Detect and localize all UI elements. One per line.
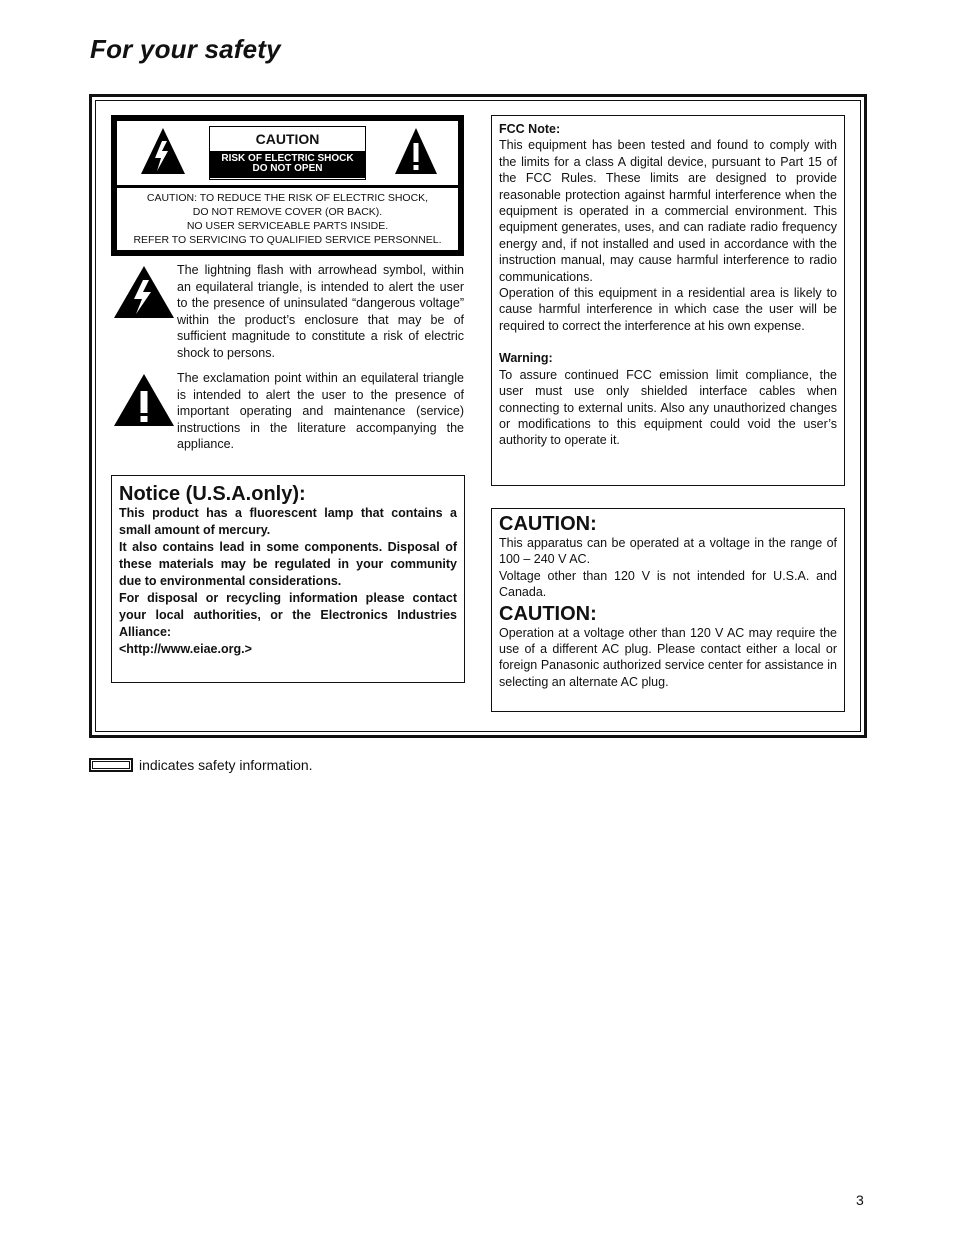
notice-title: Notice (U.S.A.only): (119, 483, 306, 505)
legend-text: indicates safety information. (139, 757, 313, 773)
caution-label-text (117, 188, 458, 250)
caution-label-line: REFER TO SERVICING TO QUALIFIED SERVICE PERSONNEL. (133, 234, 442, 246)
caution-label-center (209, 126, 366, 180)
caution-paragraph: This apparatus can be operated at a voltage in the range of 100 – 240 V AC. (499, 536, 837, 567)
notice-paragraph: It also contains lead in some components. Disposal of these materials may be regulated in your community due to environmental considerations. (119, 540, 457, 588)
fcc-paragraph: Operation of this equipment in a residential area is likely to cause harmful interference in which case the user will be required to correct the interference at his own expense. (499, 286, 837, 333)
safety-frame-legend-icon (89, 758, 133, 772)
caution-label-line: NO USER SERVICEABLE PARTS INSIDE. (186, 220, 389, 232)
exclamation-symbol-description (177, 370, 464, 453)
lightning-bolt-triangle-icon (113, 265, 175, 319)
fcc-paragraph: To assure continued FCC emission limit compliance, the user must use only shielded interface cables when connecting to external units. Also any unauthorized changes or modifications to this equipment could void the user’s authority to operate it. (499, 367, 837, 448)
lightning-symbol-description (177, 262, 464, 361)
exclamation-triangle-icon (394, 127, 438, 175)
safety-legend (89, 757, 313, 773)
caution-label-subheading-line2: DO NOT OPEN (252, 163, 323, 174)
lightning-bolt-triangle-icon (140, 127, 186, 175)
notice-paragraph: This product has a fluorescent lamp that contains a small amount of mercury. (119, 506, 457, 537)
page-title: For your safety (90, 34, 281, 64)
notice-body (119, 505, 457, 658)
caution-heading: CAUTION: (499, 602, 597, 625)
fcc-body (499, 121, 837, 449)
fcc-note-box (491, 115, 845, 486)
caution-label-heading: CAUTION (255, 131, 320, 147)
caution-label-line: CAUTION: TO REDUCE THE RISK OF ELECTRIC SHOCK, (146, 192, 429, 204)
lightning-symbol-text: The lightning flash with arrowhead symbol, within an equilateral triangle, is intended to alert the user to the presence of uninsulated “dangerous voltage” within the product’s enclosure that may be of sufficient magnitude to constitute a risk of electric shock to persons. (177, 263, 464, 360)
notice-link: <http://www.eiae.org.> (119, 642, 252, 656)
caution-body (499, 625, 837, 691)
notice-box (111, 475, 465, 683)
fcc-spacer (499, 334, 837, 350)
fcc-warning-heading: Warning: (499, 351, 553, 366)
caution-label-subheading-line1: RISK OF ELECTRIC SHOCK (221, 153, 354, 164)
caution-paragraph: Operation at a voltage other than 120 V AC may require the use of a different AC plug. Please contact either a local or foreign Panasonic authorized service center for assistance in selecting an alternate AC plug. (499, 625, 837, 689)
caution-label-line: DO NOT REMOVE COVER (OR BACK). (192, 206, 383, 218)
caution-paragraph: Voltage other than 120 V is not intended for U.S.A. and Canada. (499, 568, 837, 600)
notice-paragraph: For disposal or recycling information please contact your local authorities, or the Electronics Industries Alliance: (119, 591, 457, 639)
page-number: 3 (856, 1192, 864, 1208)
caution-label (111, 115, 464, 256)
caution-body (499, 535, 837, 601)
fcc-heading: FCC Note: (499, 122, 561, 136)
exclamation-triangle-icon (113, 373, 175, 427)
exclamation-symbol-text: The exclamation point within an equilateral triangle is intended to alert the user to the presence of important operating and maintenance (service) instructions in the literature accompanying the appliance. (177, 371, 464, 451)
fcc-paragraph: This equipment has been tested and found to comply with the limits for a class A digital device, pursuant to Part 15 of the FCC Rules. These limits are designed to provide reasonable protection against harmful interference when the equipment is operated in a commercial environment. This equipment generates, uses, and can radiate radio frequency energy and, if not installed and used in accordance with the instruction manual, may cause harmful interference to radio communications. (499, 138, 837, 284)
caution-box (491, 508, 845, 712)
caution-heading: CAUTION: (499, 513, 597, 535)
caution-label-subheading (210, 151, 365, 178)
